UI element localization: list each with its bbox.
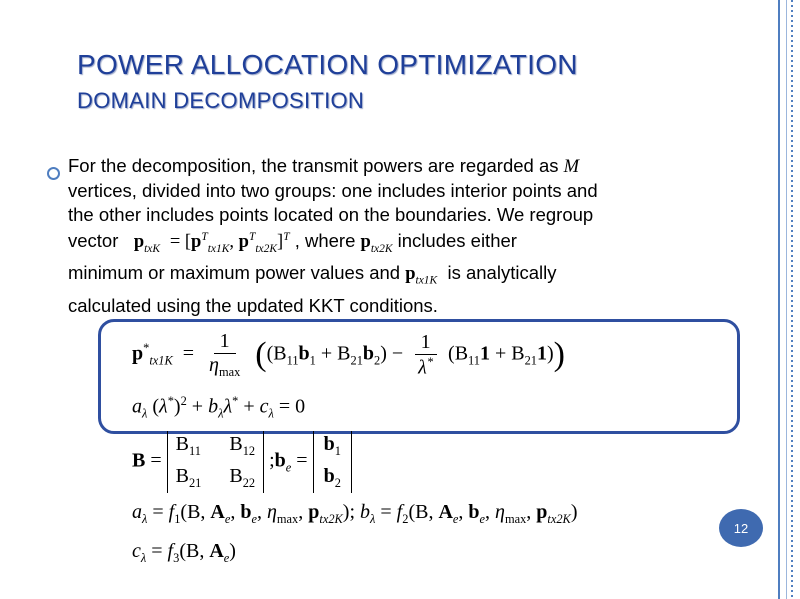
vector-b: $b_1$ $b_2$	[313, 431, 352, 493]
frac-den: $\eta_{max}$	[209, 354, 241, 379]
border-dots	[791, 0, 793, 599]
paren: )	[553, 336, 565, 373]
eq-vector-def: p	[133, 232, 145, 253]
border-line	[786, 0, 787, 599]
text-line-2: vertices, divided into two groups: one includes interior points and	[68, 180, 598, 202]
eq-sub: tx1K	[207, 243, 230, 256]
slide-right-border	[760, 0, 800, 599]
bullet-text	[68, 154, 728, 317]
eq-sub: tx1K	[415, 275, 438, 288]
eq-p: p	[132, 342, 144, 365]
page-number-badge: 12	[719, 509, 763, 547]
eq-p1-inline: p	[405, 264, 416, 285]
eq-sup: T	[201, 231, 208, 244]
eq-sub: tx1K	[149, 353, 173, 368]
paren: (	[255, 336, 267, 373]
text-minmax: minimum or maximum power values and	[68, 262, 401, 284]
frac-num: 1	[415, 331, 437, 355]
eq-comma: ,	[229, 232, 239, 253]
text-line-3: the other includes points located on the boundaries. We regroup	[68, 203, 594, 225]
eq-p2-inline: p	[360, 232, 371, 253]
equation-matrix-b: B = $B_{11}$ $B_{12}$ $B_{21}$ $B_{22}$ $;b_e$ = $b_1$ $b_2$	[132, 431, 352, 493]
var-m: M	[563, 157, 580, 177]
eq-sub: tx2K	[255, 243, 278, 256]
equation-quadratic: $a_\lambda$ $(\lambda^*)^2 + b_\lambda\lambda^* + c_\lambda = 0$	[132, 394, 306, 421]
bullet-icon	[47, 167, 60, 180]
eq-sub: txK	[144, 243, 161, 256]
slide-subtitle: DOMAIN DECOMPOSITION	[77, 88, 365, 113]
eq-zero: 0	[295, 395, 306, 418]
text-line-6: calculated using the updated KKT conditions.	[68, 294, 438, 316]
fraction	[203, 330, 246, 380]
text-line	[68, 154, 728, 179]
text-includes-either: includes either	[397, 230, 517, 252]
fraction	[412, 331, 439, 380]
eq-bracket: ]	[277, 232, 284, 253]
text-where: , where	[294, 230, 356, 252]
eq-sup: T	[283, 231, 290, 244]
slide-title: POWER ALLOCATION OPTIMIZATION	[77, 49, 578, 80]
frac-num: 1	[214, 330, 236, 354]
border-line	[778, 0, 780, 599]
matrix-b: $B_{11}$ $B_{12}$ $B_{21}$ $B_{22}$	[167, 431, 264, 493]
equation-c-lambda: $c_\lambda = f_3(B$, $A_e$)	[132, 540, 236, 565]
eq-p1: p	[191, 232, 202, 253]
eq-sub: tx2K	[370, 243, 393, 256]
text-line-4	[68, 226, 728, 261]
text-analytically: is analytically	[447, 262, 557, 284]
eq-equals: = [	[165, 232, 192, 253]
eq-sup: T	[248, 231, 256, 244]
frac-den: λ*	[418, 354, 434, 379]
text-vector: vector	[68, 230, 119, 252]
eq-p2: p	[238, 232, 249, 253]
eq-sup: *	[143, 340, 150, 355]
equation-a-b-lambda: $a_\lambda = f_1(B$, $A_e$, $b_e$, $\eta_{max}$, $p_{tx2K}$); $b_\lambda = f_2(B$, $A_e$, $b_e$, $\eta_{max}$, $p_{tx2K}$)	[132, 501, 578, 526]
text-line-1: For the decomposition, the transmit powers are regarded as	[68, 155, 564, 176]
text-line-5	[68, 261, 728, 293]
equation-p-star: $p^*_{tx1K}$ = $\frac{1}{\eta_{max}}$ ($(B_{11}b_1 + B_{21}b_2)$ − $\frac{1}{\lambda^*}$ $(B_{11}1 + B_{21}1)$)	[132, 330, 565, 379]
